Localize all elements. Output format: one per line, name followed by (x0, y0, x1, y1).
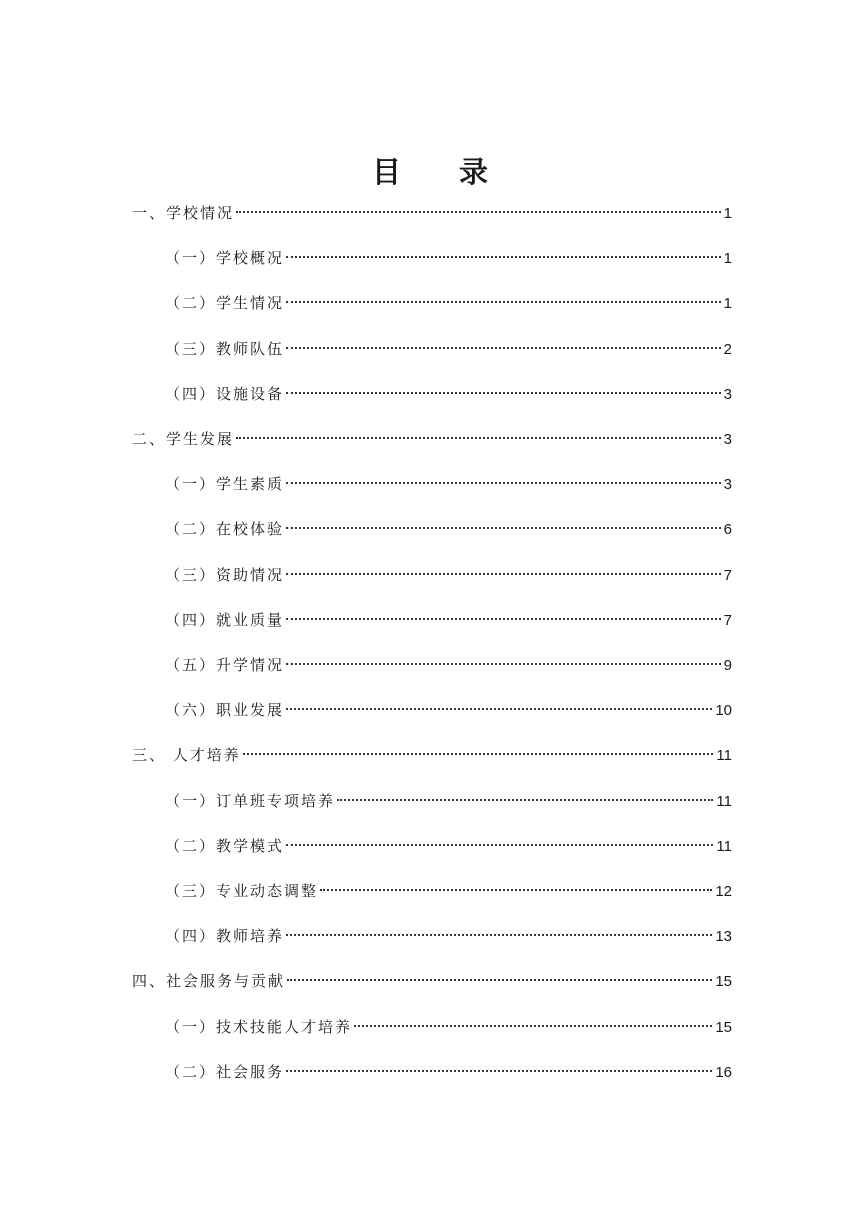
toc-page-number: 11 (716, 793, 732, 810)
toc-entry-text: （四）设施设备 (165, 385, 285, 403)
toc-subsection-entry[interactable] (165, 514, 732, 544)
toc-entry-text: （一）技术技能人才培养 (165, 1018, 353, 1036)
toc-subsection-entry[interactable] (165, 560, 732, 590)
toc-subsection-entry[interactable] (165, 243, 732, 273)
toc-subsection-entry[interactable] (165, 786, 732, 816)
toc-page-number: 13 (715, 928, 732, 945)
toc-dot-leader (286, 618, 721, 620)
toc-page-number: 15 (715, 1019, 732, 1036)
toc-page-number: 15 (715, 973, 732, 990)
toc-entry-text: （四）就业质量 (165, 611, 285, 629)
toc-subsection-entry[interactable] (165, 650, 732, 680)
toc-page-number: 1 (723, 205, 732, 222)
toc-page-number: 3 (723, 476, 732, 493)
toc-subsection-entry[interactable] (165, 288, 732, 318)
toc-entry-text: （三）专业动态调整 (165, 882, 319, 900)
toc-section-entry[interactable] (132, 740, 732, 770)
toc-dot-leader (286, 527, 721, 529)
toc-page-number: 3 (723, 431, 732, 448)
toc-section-entry[interactable] (132, 966, 732, 996)
toc-dot-leader (320, 889, 712, 891)
toc-entry-text: （三）教师队伍 (165, 340, 285, 358)
toc-dot-leader (286, 934, 712, 936)
toc-page-number: 11 (716, 838, 732, 855)
toc-page-number: 2 (723, 341, 732, 358)
toc-dot-leader (286, 573, 721, 575)
toc-entry-text: （五）升学情况 (165, 656, 285, 674)
toc-page-number: 1 (723, 250, 732, 267)
toc-page-number: 3 (723, 386, 732, 403)
toc-entry-text: 二、学生发展 (132, 430, 235, 448)
toc-page-number: 9 (723, 657, 732, 674)
toc-entry-text: 三、 人才培养 (132, 746, 241, 764)
toc-subsection-entry[interactable] (165, 1012, 732, 1042)
toc-page-number: 1 (723, 295, 732, 312)
toc-subsection-entry[interactable] (165, 379, 732, 409)
toc-section-entry[interactable] (132, 198, 732, 228)
toc-entry-text: （一）学校概况 (165, 249, 285, 267)
toc-entry-text: （三）资助情况 (165, 566, 285, 584)
toc-dot-leader (286, 482, 721, 484)
toc-subsection-entry[interactable] (165, 469, 732, 499)
toc-dot-leader (287, 979, 712, 981)
toc-subsection-entry[interactable] (165, 605, 732, 635)
toc-entry-text: （一）订单班专项培养 (165, 792, 336, 810)
toc-dot-leader (243, 753, 714, 755)
toc-entry-text: （六）职业发展 (165, 701, 285, 719)
toc-page-number: 7 (723, 612, 732, 629)
toc-dot-leader (236, 437, 721, 439)
toc-entry-text: （二）社会服务 (165, 1063, 285, 1081)
toc-subsection-entry[interactable] (165, 695, 732, 725)
toc-dot-leader (286, 392, 721, 394)
toc-dot-leader (286, 844, 713, 846)
toc-page-number: 16 (715, 1064, 732, 1081)
toc-subsection-entry[interactable] (165, 334, 732, 364)
toc-entry-text: （二）学生情况 (165, 294, 285, 312)
toc-dot-leader (286, 256, 721, 258)
toc-dot-leader (286, 708, 712, 710)
toc-dot-leader (286, 1070, 712, 1072)
toc-subsection-entry[interactable] (165, 1057, 732, 1087)
toc-page-number: 12 (715, 883, 732, 900)
toc-subsection-entry[interactable] (165, 831, 732, 861)
toc-dot-leader (337, 799, 713, 801)
toc-subsection-entry[interactable] (165, 876, 732, 906)
toc-dot-leader (236, 211, 721, 213)
toc-page-number: 11 (716, 747, 732, 764)
toc-entry-text: 四、社会服务与贡献 (132, 972, 286, 990)
toc-page-number: 7 (723, 567, 732, 584)
toc-section-entry[interactable] (132, 424, 732, 454)
toc-dot-leader (354, 1025, 712, 1027)
toc-title: 目 录 (371, 155, 513, 189)
toc-subsection-entry[interactable] (165, 921, 732, 951)
toc-entry-text: 一、学校情况 (132, 204, 235, 222)
toc-dot-leader (286, 663, 721, 665)
toc-dot-leader (286, 301, 721, 303)
toc-entry-text: （四）教师培养 (165, 927, 285, 945)
toc-entry-text: （二）教学模式 (165, 837, 285, 855)
toc-page-number: 10 (715, 702, 732, 719)
toc-entry-text: （二）在校体验 (165, 520, 285, 538)
toc-entry-text: （一）学生素质 (165, 475, 285, 493)
toc-dot-leader (286, 347, 721, 349)
toc-page-number: 6 (723, 521, 732, 538)
